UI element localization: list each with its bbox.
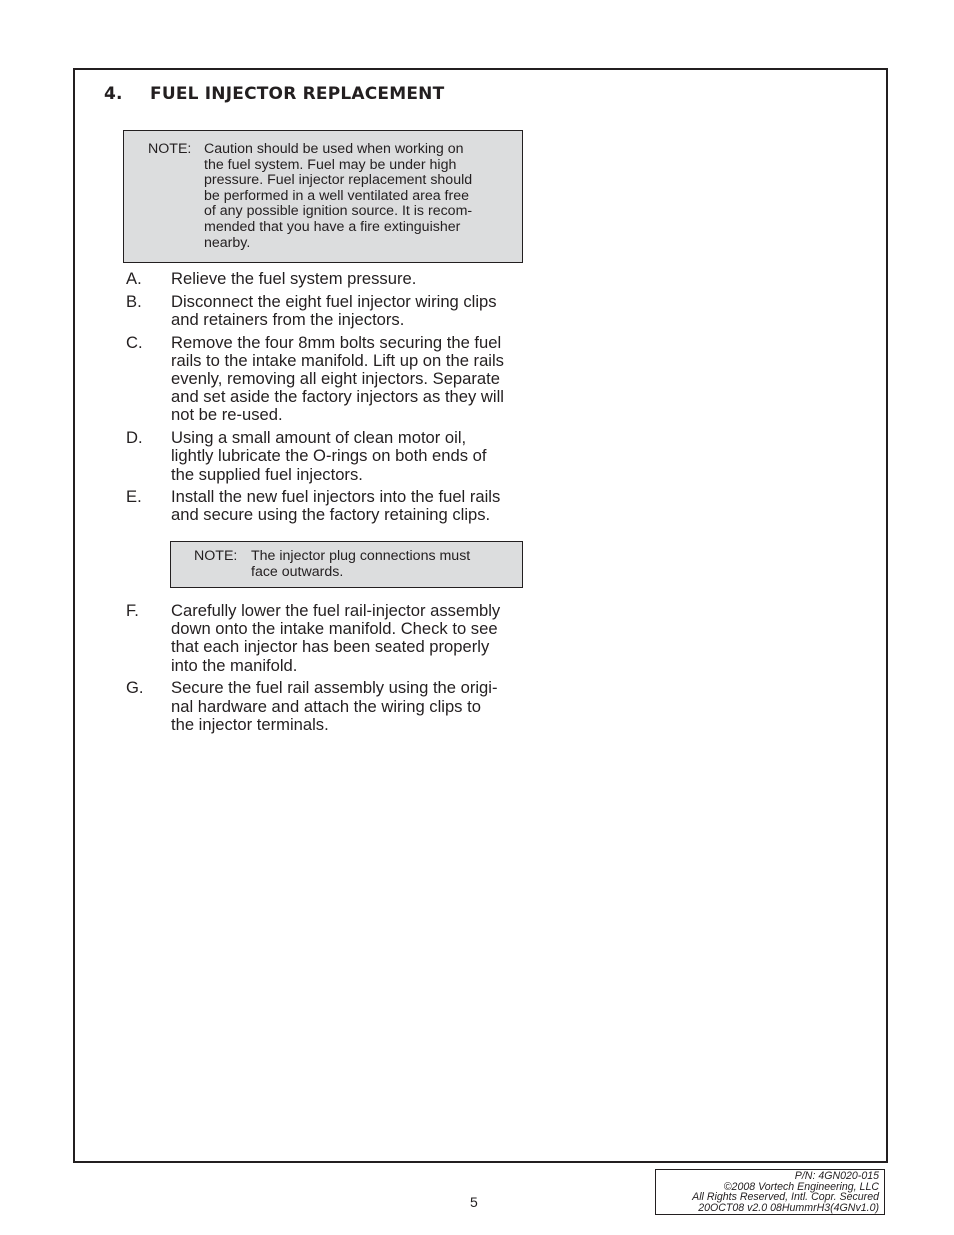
note-line: Caution should be used when working on [204,141,464,157]
copyright-box [655,1169,885,1215]
step-f [126,602,526,675]
step-text [171,334,526,425]
injector-plug-note [170,541,523,588]
note-line: of any possible ignition source. It is recom- [204,203,473,220]
steps-list-second [126,602,526,738]
rights-line: All Rights Reserved, Intl. Copr. Secured [692,1191,879,1204]
step-line: Using a small amount of clean motor oil, [171,428,467,448]
step-line: and secure using the factory retaining clips. [171,505,491,525]
step-c [126,334,526,425]
step-letter: G. [126,678,144,698]
part-number: P/N: 4GN020-015 [794,1170,879,1182]
step-line: Disconnect the eight fuel injector wiring clips [171,291,497,311]
step-line: down onto the intake manifold. Check to see [171,619,498,639]
step-line: Relieve the fuel system pressure. [171,269,417,288]
step-line: Install the new fuel injectors into the fuel rails [171,487,501,507]
step-line: into the manifold. [171,655,298,675]
step-line: the supplied fuel injectors. [171,464,363,484]
section-title: FUEL INJECTOR REPLACEMENT [150,84,445,104]
step-letter: A. [126,269,142,288]
steps-list-first [126,270,526,529]
section-number: 4. [104,84,123,104]
step-line: evenly, removing all eight injectors. Separate [171,369,500,389]
revision-line: 20OCT08 v2.0 08HummrH3(4GNv1.0) [698,1202,879,1215]
note-text [251,549,512,580]
step-line: the injector terminals. [171,714,329,734]
note-line: pressure. Fuel injector replacement should [204,172,473,189]
section-heading [104,84,444,104]
caution-note [123,130,523,263]
note-line: the fuel system. Fuel may be under high [204,156,457,173]
step-text [171,429,526,484]
step-d [126,429,526,484]
step-e [126,488,526,524]
step-text [171,602,526,675]
page-number: 5 [470,1194,478,1210]
step-line: and set aside the factory injectors as they will [171,387,504,407]
step-letter: B. [126,291,142,311]
step-g [126,679,526,734]
note-line: face outwards. [251,563,344,580]
step-line: lightly lubricate the O-rings on both ends of [171,446,487,466]
step-line: rails to the intake manifold. Lift up on the rails [171,350,504,370]
step-text [171,679,526,734]
step-line: and retainers from the injectors. [171,309,405,329]
step-text [171,270,526,288]
step-letter: D. [126,428,143,448]
note-line: nearby. [204,234,251,251]
note-line: mended that you have a fire extinguisher [204,218,461,235]
note-text [204,142,508,251]
note-line: be performed in a well ventilated area free [204,187,469,204]
step-b [126,293,526,329]
step-line: Carefully lower the fuel rail-injector assembly [171,601,501,620]
step-text [171,293,526,329]
copyright-line: ©2008 Vortech Engineering, LLC [723,1180,879,1193]
step-a [126,270,526,288]
step-line: Secure the fuel rail assembly using the origi- [171,678,498,698]
note-label: NOTE: [194,548,238,564]
step-text [171,488,526,524]
step-line: nal hardware and attach the wiring clips to [171,696,481,716]
note-line: The injector plug connections must [251,548,471,564]
step-line: not be re-used. [171,405,283,425]
step-line: that each injector has been seated properly [171,637,490,657]
step-letter: C. [126,332,143,352]
step-letter: F. [126,601,139,620]
step-line: Remove the four 8mm bolts securing the fuel [171,332,502,352]
step-letter: E. [126,487,142,507]
note-label: NOTE: [148,141,192,157]
